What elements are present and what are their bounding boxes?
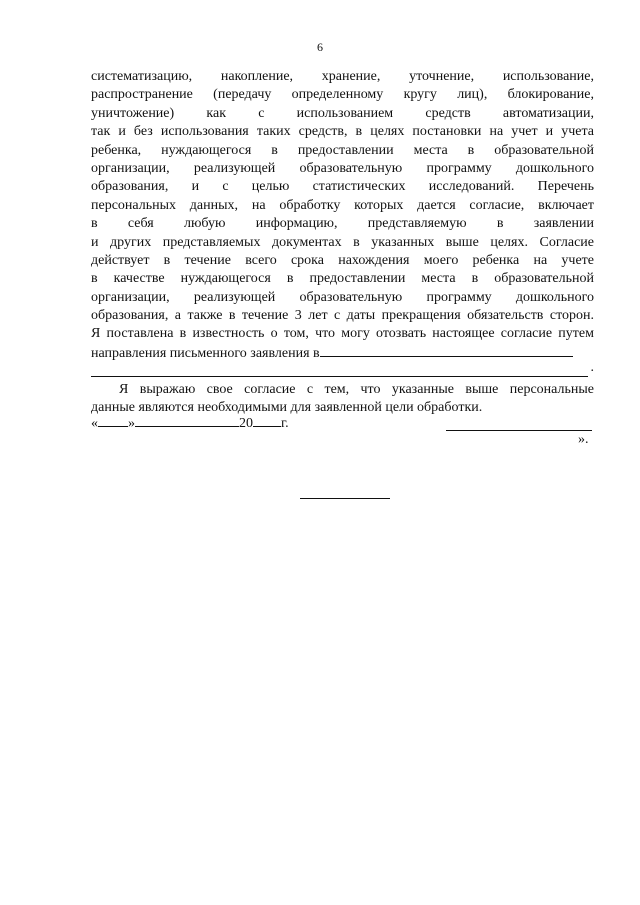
line-end-period: . <box>590 360 594 376</box>
text-line: распространение (передачу определенному кругу лиц), блокирование, <box>91 87 594 103</box>
date-open-quote: « <box>91 416 98 431</box>
month-blank[interactable] <box>135 414 239 427</box>
text-line: персональных данных, на обработку которых дается согласие, включает <box>91 197 594 213</box>
text-line: уничтожение) как с использованием средств автоматизации, <box>91 105 594 121</box>
text-line: образования, и с целью статистических исследований. Перечень <box>91 179 594 195</box>
page-number: 6 <box>317 40 323 54</box>
signature-blank[interactable] <box>446 430 592 431</box>
consent-body <box>91 68 594 417</box>
date-close-quote: » <box>128 416 135 431</box>
closing-quote: ». <box>578 432 589 447</box>
text-line: в себя любую информацию, представляемую в заявлении <box>91 216 594 232</box>
year-blank[interactable] <box>253 414 281 427</box>
text-line: Я выражаю свое согласие с тем, что указанные выше персональные <box>119 381 594 397</box>
year-suffix: г. <box>281 416 289 431</box>
text-line: организации, реализующей образовательную программу дошкольного <box>91 289 594 305</box>
recipient-blank[interactable] <box>320 344 573 357</box>
text-line: Я поставлена в известность о том, что могу отозвать настоящее согласие путем <box>91 326 594 342</box>
day-blank[interactable] <box>98 414 128 427</box>
date-blank[interactable] <box>91 414 289 432</box>
text-line: систематизацию, накопление, хранение, уточнение, использование, <box>91 69 594 84</box>
text-line: действует в течение всего срока нахождения моего ребенка на учете <box>91 252 594 268</box>
text-line: и других представляемых документах в указанных выше целях. Согласие <box>91 234 594 250</box>
application-recipient-line <box>91 344 594 362</box>
recipient-blank-continued[interactable] <box>91 362 594 380</box>
text-line: организации, реализующей образовательную программу дошкольного <box>91 160 594 176</box>
year-prefix: 20 <box>239 416 253 431</box>
text-line: в качестве нуждающегося в предоставлении места в образовательной <box>91 271 594 287</box>
text-line: так и без использования таких средств, в целях постановки на учет и учета <box>91 124 594 140</box>
end-of-document-divider <box>300 498 390 499</box>
text-line: ребенка, нуждающегося в предоставлении места в образовательной <box>91 142 594 158</box>
recipient-prefix: направления письменного заявления в <box>91 345 320 361</box>
text-line: образования, а также в течение 3 лет с даты прекращения обязательств сторон. <box>91 308 594 324</box>
text-line: данные являются необходимыми для заявленной цели обработки. <box>91 400 483 416</box>
